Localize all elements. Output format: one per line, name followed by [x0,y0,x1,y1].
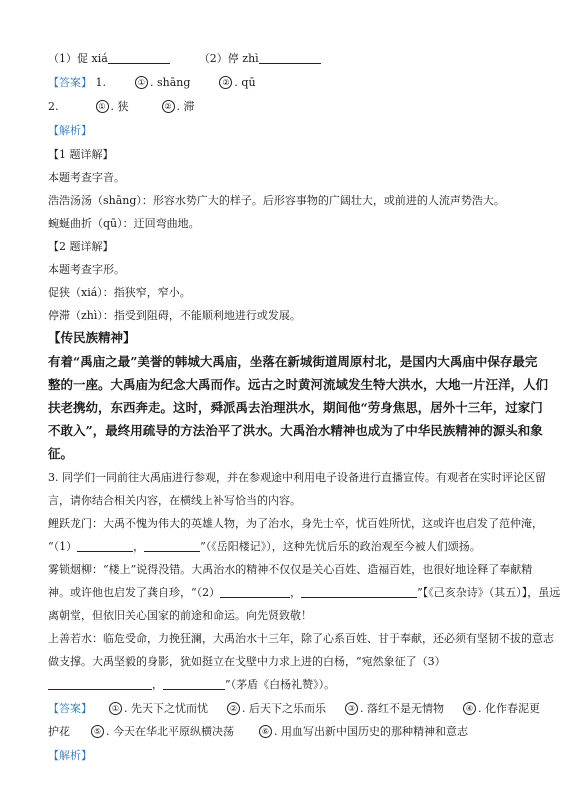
detail-text: 停滞（zhì）：指受到阻碍，不能顺利地进行或发展。 [48,309,301,322]
question-3-text: 雾锁烟柳：“楼上”说得没错。大禹治水的精神不仅仅是关心百姓、造福百姓，也很好地诠释了奉献精 [48,563,533,576]
question-3-text: 上善若水：临危受命，力挽狂澜，大禹治水十三年，除了心系百姓、甘于奉献，还必须有坚韧不拔的意志 [48,632,554,645]
circled-number: ① [109,702,122,715]
detail-text: 蜿蜒曲折（qū）：迂回弯曲地。 [48,217,200,230]
circled-number: ⑤ [91,725,104,738]
section-heading: 【传民族精神】 [48,330,136,345]
detail-text: 浩浩汤汤（shāng）：形容水势广大的样子。后形容事物的广阔壮大，或前进的人流声势浩大。 [48,194,505,207]
answer-blank [108,51,170,64]
answer-blank [301,585,417,598]
question-3-text: 做支撑。大禹坚毅的身影，犹如挺立在戈壁中力求上进的白杨，“宛然象征了（3） [48,655,446,668]
answer-blank [259,51,321,64]
question-3-text: “（1） [48,540,78,553]
answer-number: 1. [95,76,106,89]
answer-value: . 先天下之忧而忧 [124,702,208,715]
question-3-text: ”（茅盾《白杨礼赞》）。 [225,678,336,691]
question-3-text: ， [290,586,302,599]
heritage-text: 不敢入”，最终用疏导的方法治平了洪水。大禹治水精神也成为了中华民族精神的源头和象 [48,423,543,438]
heritage-text: 征。 [48,446,74,461]
heritage-text: 整的一座。大禹庙为纪念大禹而作。远古之时黄河流域发生特大洪水，大地一片汪洋，人们 [48,377,549,392]
analysis-tag: 【解析】 [48,124,92,137]
answer-tag: 【答案】 [48,76,92,89]
detail-heading-2: 【2 题详解】 [48,240,114,253]
circled-number: ① [96,100,109,113]
detail-text: 本题考查字形。 [48,263,125,276]
answer-line-2 [48,99,195,115]
question-3-text: 鲤跃龙门：大禹不愧为伟大的英雄人物，为了治水，身先士卒，忧百姓所忧，这或许也启发了范仲淹， [48,517,543,530]
detail-text: 本题考查字音。 [48,171,125,184]
question-3-text: ， [152,678,163,691]
heritage-text: 有着“禹庙之最”美誉的韩城大禹庙，坐落在新城街道周原村北，是国内大禹庙中保存最完 [48,354,538,369]
answer-blank [144,539,200,552]
answer-blank [48,677,152,690]
answer-blank [77,539,133,552]
answer-value: . 用血写出新中国历史的那种精神和意志 [274,725,468,738]
pinyin-item-2: （2）停 zhì [198,52,259,65]
answer-value: . 后天下之乐而乐 [242,702,326,715]
detail-heading-1: 【1 题详解】 [48,148,114,161]
answer-value: . 狭 [110,100,129,113]
question-3-text: 神。或许他也启发了龚自珍，“（2） [48,586,221,599]
question-pinyin-line [48,51,321,67]
answer-value: . 落红不是无情物 [360,702,444,715]
question-3-text: 言，请你结合相关内容，在横线上补写恰当的内容。 [48,494,301,507]
answer-line-3 [48,701,540,717]
answer-value: . qū [234,76,256,89]
circled-number: ③ [345,702,358,715]
answer-number: 2. [48,100,59,113]
answer-tag: 【答案】 [48,702,92,715]
question-3-text: 离朝堂，但依旧关心国家的前途和命运。向先贤致敬！ [48,609,312,622]
answer-line-3-cont [48,724,468,740]
circled-number: ④ [463,702,476,715]
question-3-text: ， [133,540,145,553]
answer-value: 护花 [48,725,70,738]
circled-number: ② [227,702,240,715]
circled-number: ② [219,76,232,89]
circled-number: ② [162,100,175,113]
question-3-fill-line [48,539,481,555]
answer-blank [163,677,225,690]
question-3-text: ”【《己亥杂诗》（其五）】，虽远 [417,586,561,599]
pinyin-item-1: （1）促 xiá [48,52,108,65]
question-3-text: ”（《岳阳楼记》），这种先忧后乐的政治观至今被人们颂扬。 [200,540,481,553]
heritage-text: 扶老携幼，东西奔走。这时，舜派禹去治理洪水，期间他“劳身焦思，居外十三年，过家门 [48,400,543,415]
answer-value: . 滞 [176,100,195,113]
detail-text: 促狭（xiá）：指狭窄，窄小。 [48,286,191,299]
question-3-fill-line [48,585,560,601]
answer-line-1 [48,75,256,91]
question-3-text: 3. 同学们一同前往大禹庙进行参观，并在参观途中利用电子设备进行直播宣传。有观者在实时评论区留 [48,471,546,484]
circled-number: ① [135,76,148,89]
answer-value: . 今天在华北平原纵横决荡 [106,725,234,738]
question-3-fill-line [48,677,335,693]
answer-value: . shāng [150,76,191,89]
answer-blank [220,585,290,598]
analysis-tag: 【解析】 [48,749,92,762]
answer-value: . 化作春泥更 [478,702,540,715]
circled-number: ⑥ [259,725,272,738]
